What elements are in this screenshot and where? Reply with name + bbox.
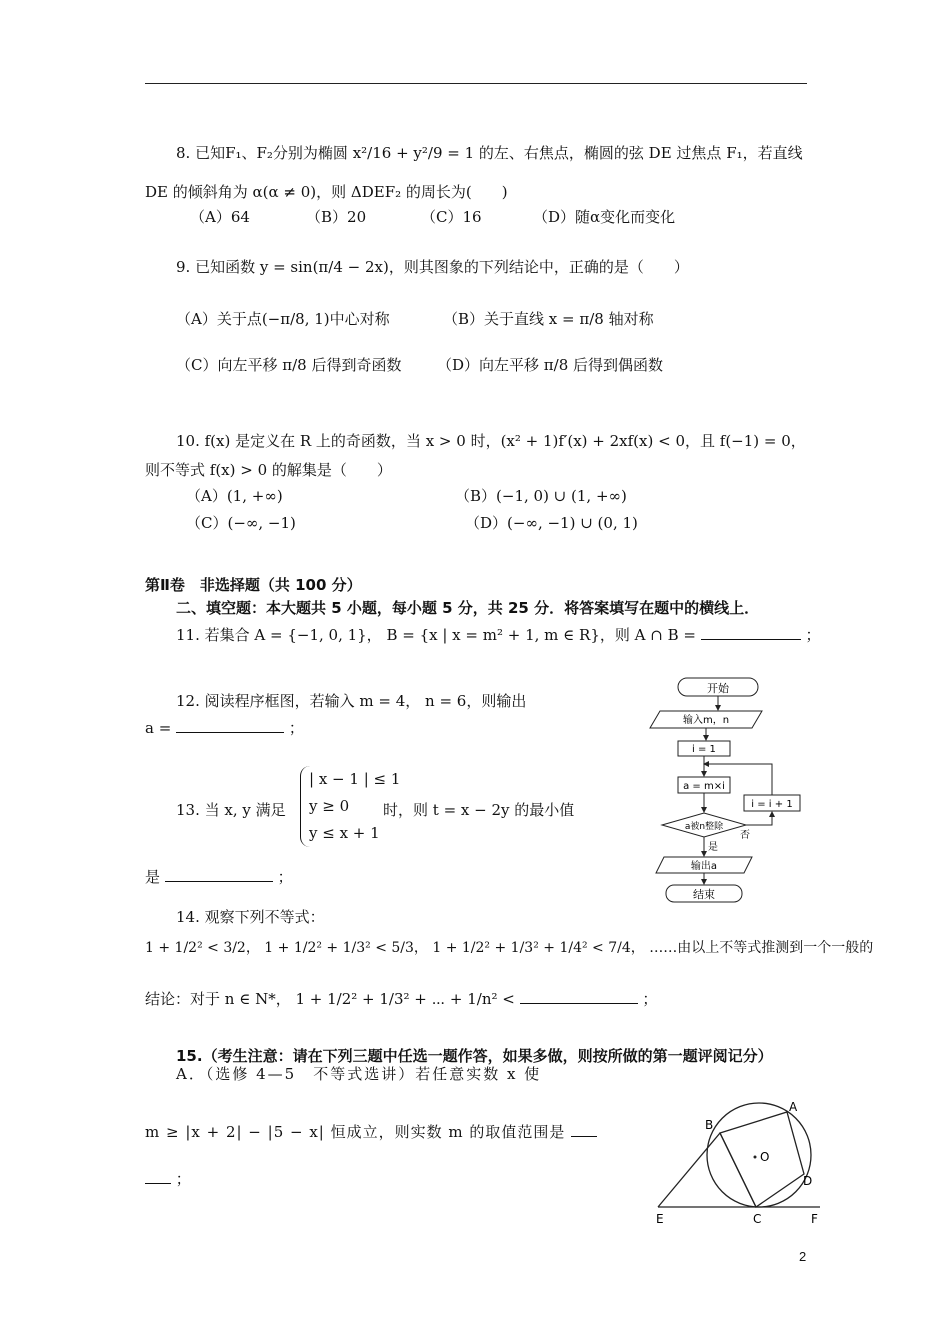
program-flowchart bbox=[640, 672, 810, 912]
circle-o bbox=[707, 1103, 811, 1207]
label-a: A bbox=[789, 1100, 798, 1114]
q14-line3 bbox=[145, 988, 657, 1009]
q13-condition-1: | x − 1 | ≤ 1 bbox=[309, 770, 401, 788]
q12-line2 bbox=[145, 717, 304, 738]
q13-end: ； bbox=[277, 868, 293, 886]
q12-answer-blank bbox=[176, 718, 284, 733]
flow-no-label: 否 bbox=[740, 830, 750, 841]
q14-answer-blank bbox=[520, 989, 638, 1004]
section2-title: 第Ⅱ卷 非选择题（共 100 分） bbox=[145, 576, 362, 594]
q9-option-c: （C）向左平移 π/8 后得到奇函数 bbox=[176, 356, 402, 374]
label-d: D bbox=[803, 1174, 813, 1188]
section2-subtitle: 二、填空题：本大题共 5 小题，每小题 5 分，共 25 分．将答案填写在题中的横线上． bbox=[176, 599, 760, 617]
line-eb bbox=[658, 1133, 720, 1207]
q13-prefix: 是 bbox=[145, 868, 161, 886]
label-b: B bbox=[705, 1118, 714, 1132]
q10-line1: 10. f(x) 是定义在 R 上的奇函数，当 x > 0 时，(x² + 1)f′(x) + 2xf(x) < 0，且 f(−1) = 0， bbox=[176, 432, 806, 450]
q15-a-line2 bbox=[145, 1121, 597, 1142]
q8-option-b: （B）20 bbox=[306, 208, 367, 226]
q15-answer-blank-2 bbox=[145, 1169, 171, 1184]
q8-line1: 8. 已知F₁、F₂分别为椭圆 x²/16 + y²/9 = 1 的左、右焦点，椭圆的弦 DE 过焦点 F₁，若直线 bbox=[176, 144, 803, 162]
q12-end: ； bbox=[288, 719, 304, 737]
chord-bc bbox=[720, 1133, 756, 1207]
q9-option-a: （A）关于点(−π/8, 1)中心对称 bbox=[176, 310, 390, 328]
q14-line1: 14. 观察下列不等式： bbox=[176, 908, 325, 926]
q13-line2 bbox=[145, 866, 293, 887]
q14-end: ； bbox=[642, 990, 658, 1008]
flow-input-label: 输入m，n bbox=[682, 715, 730, 726]
q14-line2: 1 + 1/2² < 3/2， 1 + 1/2² + 1/3² < 5/3， 1 + 1/2² + 1/3² + 1/4² < 7/4， ……由以上不等式推测到一个一般的 bbox=[145, 940, 874, 956]
q10-option-b: （B）(−1, 0) ∪ (1, +∞) bbox=[455, 487, 627, 505]
circle-geometry-figure bbox=[650, 1098, 830, 1228]
flow-assign-label: a = m×i bbox=[683, 781, 725, 792]
q13-answer-blank bbox=[165, 867, 273, 882]
q11-answer-blank bbox=[701, 625, 801, 640]
q15-a-end: ； bbox=[175, 1170, 191, 1188]
q8-option-d: （D）随α变化而变化 bbox=[533, 208, 676, 226]
label-o: O bbox=[760, 1150, 770, 1164]
q8-option-a: （A）64 bbox=[190, 208, 250, 226]
label-e: E bbox=[656, 1212, 664, 1226]
q13-tail: 时，则 t = x − 2y 的最小值 bbox=[383, 801, 575, 819]
q10-option-d: （D）(−∞, −1) ∪ (0, 1) bbox=[465, 514, 638, 532]
q11-end: ； bbox=[805, 626, 821, 644]
flow-output-label: 输出a bbox=[690, 861, 718, 872]
q12-line1: 12. 阅读程序框图，若输入 m = 4， n = 6，则输出 bbox=[176, 692, 527, 710]
q9-option-b: （B）关于直线 x = π/8 轴对称 bbox=[443, 310, 654, 328]
q11-line bbox=[176, 624, 821, 645]
q13-condition-3: y ≤ x + 1 bbox=[309, 824, 380, 842]
label-c: C bbox=[753, 1212, 762, 1226]
q13-condition-2: y ≥ 0 bbox=[309, 797, 350, 815]
q15-a-line1: A．（选修 4—5 不等式选讲）若任意实数 x 使 bbox=[176, 1065, 542, 1083]
flow-start-label: 开始 bbox=[707, 682, 729, 695]
q10-option-c: （C）(−∞, −1) bbox=[186, 514, 296, 532]
flow-yes-label: 是 bbox=[708, 842, 718, 853]
flow-decision-label: a被n整除 bbox=[684, 822, 724, 832]
q9-option-d: （D）向左平移 π/8 后得到偶函数 bbox=[437, 356, 664, 374]
q15-a-line3 bbox=[145, 1168, 191, 1189]
page-number: 2 bbox=[799, 1249, 807, 1264]
center-point bbox=[754, 1156, 757, 1159]
header-rule bbox=[145, 83, 807, 84]
q13-lead: 13. 当 x, y 满足 bbox=[176, 801, 286, 819]
label-f: F bbox=[811, 1212, 818, 1226]
q10-line2: 则不等式 f(x) > 0 的解集是（ ） bbox=[145, 461, 392, 479]
q15-answer-blank-1 bbox=[571, 1122, 597, 1137]
q8-option-c: （C）16 bbox=[421, 208, 482, 226]
q11-text: 11. 若集合 A = {−1, 0, 1}， B = {x | x = m² + 1, m ∈ R}，则 A ∩ B = bbox=[176, 626, 696, 644]
q8-line2: DE 的倾斜角为 α(α ≠ 0)，则 ΔDEF₂ 的周长为( ) bbox=[145, 183, 508, 201]
q15-note: 15.（考生注意：请在下列三题中任选一题作答，如果多做，则按所做的第一题评阅记分） bbox=[176, 1047, 773, 1065]
flow-increment-label: i = i + 1 bbox=[751, 799, 793, 810]
q12-prefix: a = bbox=[145, 719, 172, 737]
flow-init-label: i = 1 bbox=[692, 744, 716, 755]
q9-stem: 9. 已知函数 y = sin(π/4 − 2x)，则其图象的下列结论中，正确的是（ ） bbox=[176, 258, 689, 276]
flow-end-label: 结束 bbox=[693, 888, 715, 901]
q10-option-a: （A）(1, +∞) bbox=[186, 487, 283, 505]
q15-a-condition: m ≥ |x + 2| − |5 − x| 恒成立，则实数 m 的取值范围是 bbox=[145, 1123, 566, 1141]
q14-conclusion: 结论：对于 n ∈ N*， 1 + 1/2² + 1/3² + ⋯ + 1/n² < bbox=[145, 990, 515, 1008]
